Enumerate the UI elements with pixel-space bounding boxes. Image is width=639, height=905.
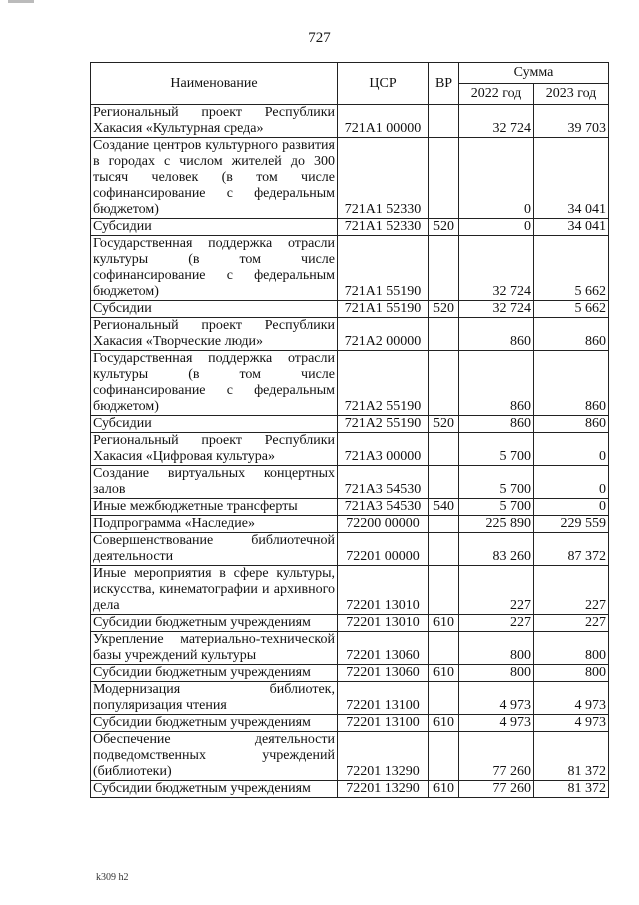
row-sum-2023: 227 [534,566,609,615]
budget-table [90,62,609,798]
row-sum-2023: 800 [534,665,609,682]
table-row [91,732,609,781]
table-row [91,105,609,138]
row-sum-2022: 860 [459,318,534,351]
row-sum-2022: 5 700 [459,466,534,499]
row-name: Модернизация библиотек, популяризация чтения [91,682,338,715]
row-sum-2022: 4 973 [459,715,534,732]
row-vr [429,236,459,301]
table-row [91,318,609,351]
row-vr [429,732,459,781]
row-vr [429,566,459,615]
row-csr: 721А1 55190 [338,236,429,301]
row-sum-2023: 5 662 [534,301,609,318]
row-sum-2022: 225 890 [459,516,534,533]
row-vr [429,318,459,351]
row-sum-2022: 860 [459,351,534,416]
table-row [91,682,609,715]
row-sum-2022: 800 [459,632,534,665]
header-name: Наименование [91,63,338,105]
row-vr: 520 [429,301,459,318]
row-csr: 72201 13100 [338,682,429,715]
footer-code: k309 h2 [96,872,129,883]
table-row [91,715,609,732]
page-number: 727 [308,30,331,46]
row-sum-2023: 0 [534,499,609,516]
table-row [91,516,609,533]
row-vr: 520 [429,416,459,433]
row-sum-2023: 87 372 [534,533,609,566]
row-csr: 72201 13060 [338,632,429,665]
row-sum-2022: 83 260 [459,533,534,566]
row-sum-2023: 4 973 [534,715,609,732]
row-name: Субсидии [91,219,338,236]
row-csr: 721А2 55190 [338,416,429,433]
row-sum-2022: 32 724 [459,236,534,301]
header-year-2022: 2022 год [459,84,534,105]
row-csr: 72200 00000 [338,516,429,533]
row-vr [429,632,459,665]
row-csr: 721А3 54530 [338,499,429,516]
row-vr: 520 [429,219,459,236]
row-vr [429,105,459,138]
row-csr: 72201 13010 [338,615,429,632]
row-vr: 610 [429,665,459,682]
row-sum-2023: 860 [534,318,609,351]
row-sum-2022: 77 260 [459,781,534,798]
row-csr: 72201 13290 [338,732,429,781]
table-row [91,301,609,318]
table-row [91,665,609,682]
row-name: Создание виртуальных концертных залов [91,466,338,499]
table-row [91,416,609,433]
row-name: Создание центров культурного развития в городах с числом жителей до 300 тысяч человек (в том числе софинансирование с федеральным бюджетом) [91,138,338,219]
table-row [91,236,609,301]
table-row [91,219,609,236]
scan-mark [8,0,34,3]
row-sum-2022: 5 700 [459,433,534,466]
row-name: Региональный проект Республики Хакасия «Культурная среда» [91,105,338,138]
row-csr: 72201 00000 [338,533,429,566]
row-vr [429,351,459,416]
row-name: Субсидии бюджетным учреждениям [91,665,338,682]
row-vr [429,433,459,466]
header-year-2023: 2023 год [534,84,609,105]
row-sum-2022: 32 724 [459,105,534,138]
row-sum-2022: 800 [459,665,534,682]
row-sum-2023: 81 372 [534,732,609,781]
row-sum-2023: 34 041 [534,219,609,236]
row-sum-2023: 5 662 [534,236,609,301]
row-sum-2023: 34 041 [534,138,609,219]
row-sum-2022: 227 [459,615,534,632]
table-row [91,351,609,416]
row-sum-2023: 860 [534,351,609,416]
row-csr: 72201 13010 [338,566,429,615]
row-name: Субсидии [91,416,338,433]
header-vr: ВР [429,63,459,105]
row-sum-2023: 81 372 [534,781,609,798]
row-name: Подпрограмма «Наследие» [91,516,338,533]
row-vr: 540 [429,499,459,516]
row-sum-2023: 39 703 [534,105,609,138]
row-name: Региональный проект Республики Хакасия «Цифровая культура» [91,433,338,466]
row-name: Субсидии [91,301,338,318]
row-csr: 721А1 00000 [338,105,429,138]
row-name: Субсидии бюджетным учреждениям [91,715,338,732]
row-sum-2022: 860 [459,416,534,433]
row-sum-2023: 229 559 [534,516,609,533]
table-row [91,499,609,516]
row-sum-2022: 227 [459,566,534,615]
row-name: Государственная поддержка отрасли культуры (в том числе софинансирование с федеральным бюджетом) [91,351,338,416]
row-vr [429,682,459,715]
row-vr [429,533,459,566]
table-row [91,533,609,566]
row-vr: 610 [429,715,459,732]
header-csr: ЦСР [338,63,429,105]
row-name: Государственная поддержка отрасли культуры (в том числе софинансирование с федеральным бюджетом) [91,236,338,301]
row-csr: 721А1 52330 [338,219,429,236]
header-sum: Сумма [459,63,609,84]
row-name: Иные мероприятия в сфере культуры, искусства, кинематографии и архивного дела [91,566,338,615]
row-name: Субсидии бюджетным учреждениям [91,781,338,798]
row-vr [429,516,459,533]
row-sum-2023: 4 973 [534,682,609,715]
row-vr [429,466,459,499]
row-csr: 721А1 55190 [338,301,429,318]
table-row [91,566,609,615]
row-sum-2023: 0 [534,433,609,466]
row-name: Совершенствование библиотечной деятельности [91,533,338,566]
table-row [91,615,609,632]
row-csr: 721А3 00000 [338,433,429,466]
row-csr: 721А2 00000 [338,318,429,351]
row-sum-2022: 5 700 [459,499,534,516]
table-row [91,781,609,798]
row-vr: 610 [429,615,459,632]
table-row [91,138,609,219]
row-vr: 610 [429,781,459,798]
row-csr: 721А3 54530 [338,466,429,499]
row-csr: 72201 13060 [338,665,429,682]
row-name: Региональный проект Республики Хакасия «Творческие люди» [91,318,338,351]
row-sum-2022: 32 724 [459,301,534,318]
row-sum-2022: 4 973 [459,682,534,715]
row-name: Иные межбюджетные трансферты [91,499,338,516]
row-csr: 72201 13100 [338,715,429,732]
row-sum-2022: 0 [459,138,534,219]
row-sum-2023: 860 [534,416,609,433]
row-name: Субсидии бюджетным учреждениям [91,615,338,632]
row-vr [429,138,459,219]
row-csr: 721А2 55190 [338,351,429,416]
row-name: Обеспечение деятельности подведомственных учреждений (библиотеки) [91,732,338,781]
row-sum-2023: 227 [534,615,609,632]
row-sum-2023: 0 [534,466,609,499]
row-name: Укрепление материально-технической базы учреждений культуры [91,632,338,665]
table-row [91,632,609,665]
row-sum-2022: 77 260 [459,732,534,781]
row-sum-2022: 0 [459,219,534,236]
row-sum-2023: 800 [534,632,609,665]
row-csr: 72201 13290 [338,781,429,798]
table-row [91,433,609,466]
row-csr: 721А1 52330 [338,138,429,219]
table-row [91,466,609,499]
